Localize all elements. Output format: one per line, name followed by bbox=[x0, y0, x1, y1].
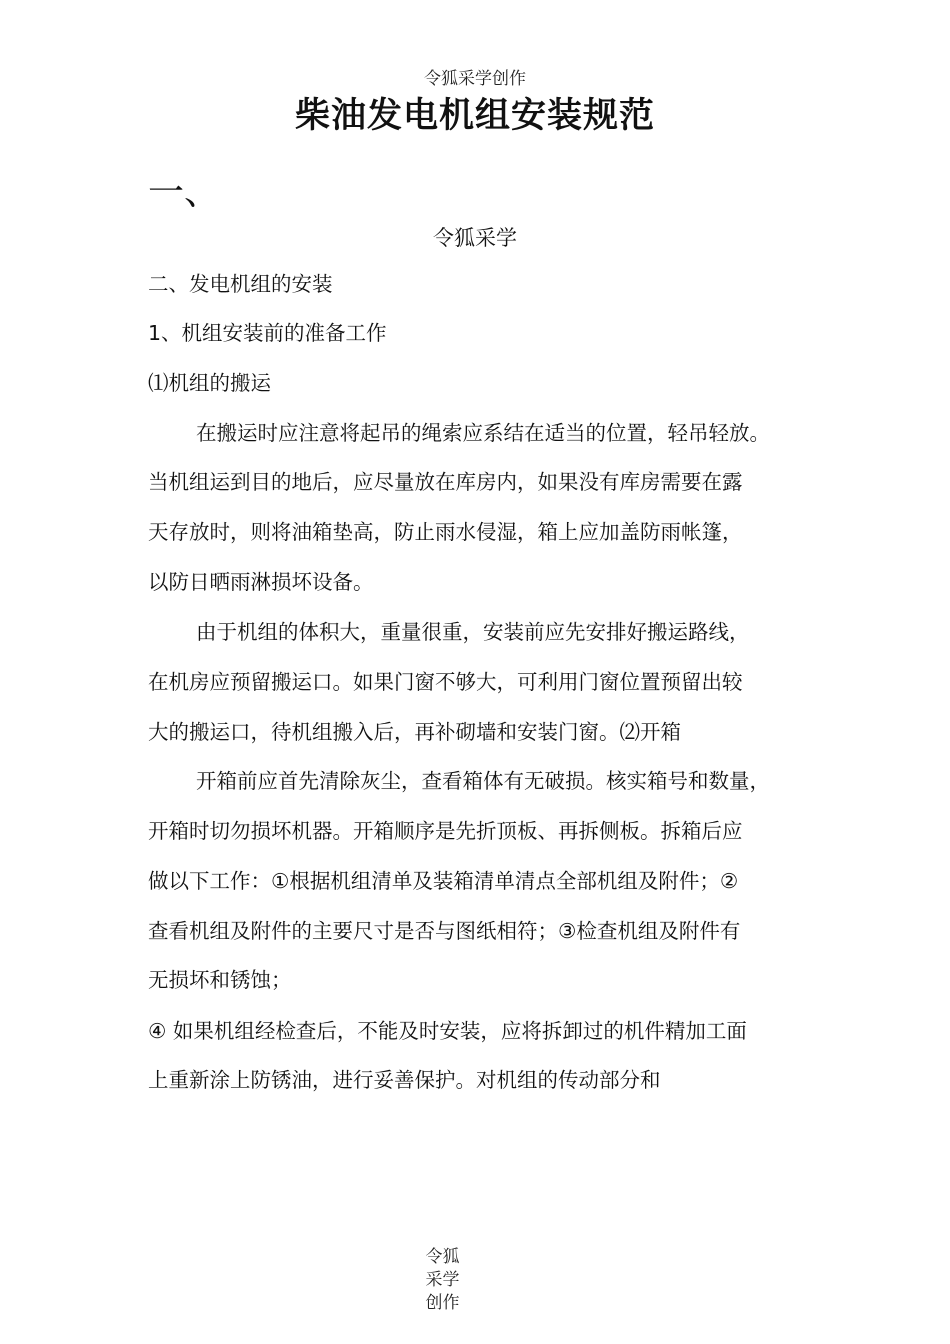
section-heading-2: 二、发电机组的安装 bbox=[148, 272, 333, 296]
paragraph-line: 在机房应预留搬运口。如果门窗不够大，可利用门窗位置预留出较 bbox=[148, 670, 743, 694]
paragraph-line: 当机组运到目的地后，应尽量放在库房内，如果没有库房需要在露 bbox=[148, 470, 743, 494]
footer-line: 采学 bbox=[425, 1270, 460, 1290]
paragraph-line: 由于机组的体积大，重量很重，安装前应先安排好搬运路线， bbox=[196, 620, 750, 644]
paragraph-line: 在搬运时应注意将起吊的绳索应系结在适当的位置，轻吊轻放。 bbox=[196, 421, 770, 445]
page-header: 令狐采学创作 bbox=[424, 69, 526, 89]
paragraph-line: 无损坏和锈蚀； bbox=[148, 968, 292, 992]
subsection-heading: 1、机组安装前的准备工作 bbox=[148, 321, 387, 345]
paragraph-line: 开箱前应首先清除灰尘，查看箱体有无破损。核实箱号和数量， bbox=[196, 769, 770, 793]
paragraph-line: 做以下工作：①根据机组清单及装箱清单清点全部机组及附件；② bbox=[148, 869, 739, 893]
paragraph-line: 查看机组及附件的主要尺寸是否与图纸相符；③检查机组及附件有 bbox=[148, 919, 741, 943]
paragraph-line: 大的搬运口，待机组搬入后，再补砌墙和安装门窗。⑵开箱 bbox=[148, 720, 681, 744]
item-heading-transport: ⑴机组的搬运 bbox=[148, 371, 271, 395]
paragraph-line: 开箱时切勿损坏机器。开箱顺序是先折顶板、再拆侧板。拆箱后应 bbox=[148, 819, 743, 843]
footer-line: 令狐 bbox=[425, 1247, 460, 1267]
centered-subtitle: 令狐采学 bbox=[433, 226, 517, 250]
paragraph-line: ④ 如果机组经检查后，不能及时安装，应将拆卸过的机件精加工面 bbox=[148, 1019, 747, 1043]
section-heading-1: 一、 bbox=[148, 172, 221, 213]
document-title: 柴油发电机组安装规范 bbox=[294, 96, 655, 136]
footer-line: 创作 bbox=[425, 1293, 460, 1313]
page-footer bbox=[0, 1246, 885, 1315]
paragraph-line: 天存放时，则将油箱垫高，防止雨水侵湿，箱上应加盖防雨帐篷， bbox=[148, 520, 743, 544]
paragraph-line: 以防日晒雨淋损坏设备。 bbox=[148, 570, 374, 594]
paragraph-line: 上重新涂上防锈油，进行妥善保护。对机组的传动部分和 bbox=[148, 1068, 661, 1092]
